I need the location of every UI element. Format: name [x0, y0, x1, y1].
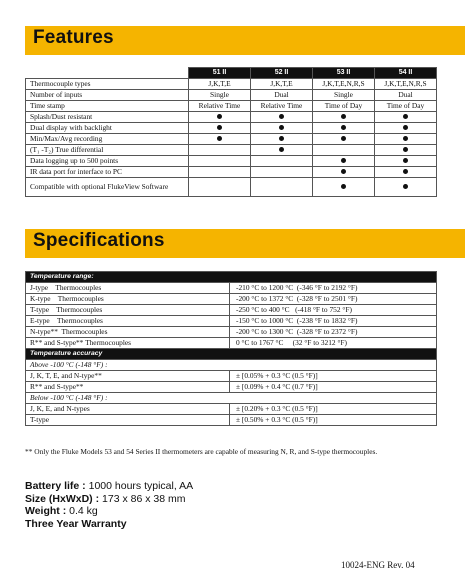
accuracy-row	[26, 382, 437, 393]
warranty: Three Year Warranty	[25, 517, 127, 530]
feature-check-cell	[313, 134, 375, 145]
bullet-dot-icon	[341, 114, 346, 119]
feature-check-cell	[375, 123, 437, 134]
feature-row	[26, 178, 437, 197]
accuracy-header-row	[26, 349, 437, 360]
size-line	[25, 493, 193, 506]
range-row	[26, 327, 437, 338]
spec-value: ± [0.09% + 0.4 °C (0.7 °F)]	[230, 382, 437, 393]
bullet-dot-icon	[341, 125, 346, 130]
spec-label: J, K, T, E, and N-type**	[26, 371, 230, 382]
model-header: 53 II	[313, 68, 375, 79]
bullet-dot-icon	[403, 125, 408, 130]
feature-check-cell	[251, 112, 313, 123]
weight-label: Weight :	[25, 505, 67, 517]
specifications-heading: Specifications	[33, 230, 165, 251]
spec-label: E-type Thermocouples	[26, 316, 230, 327]
warranty-line	[25, 518, 193, 531]
spec-value: 0 °C to 1767 °C (32 °F to 3212 °F)	[230, 338, 437, 349]
spec-value: -200 °C to 1300 °C (-328 °F to 2372 °F)	[230, 327, 437, 338]
bullet-dot-icon	[403, 114, 408, 119]
feature-value-cell: J,K,T,E,N,R,S	[375, 79, 437, 90]
spec-label: K-type Thermocouples	[26, 294, 230, 305]
feature-check-cell	[251, 145, 313, 156]
spec-value: -200 °C to 1372 °C (-328 °F to 2501 °F)	[230, 294, 437, 305]
feature-value-cell: Relative Time	[189, 101, 251, 112]
bullet-dot-icon	[403, 184, 408, 189]
spec-label: J, K, E, and N-types	[26, 404, 230, 415]
range-row	[26, 283, 437, 294]
features-heading: Features	[33, 27, 114, 48]
feature-value-cell: Dual	[251, 90, 313, 101]
feature-row	[26, 145, 437, 156]
specifications-banner	[25, 229, 465, 258]
spec-label: T-type	[26, 415, 230, 426]
range-row	[26, 316, 437, 327]
feature-value-cell	[251, 156, 313, 167]
bullet-dot-icon	[279, 147, 284, 152]
feature-value-cell	[189, 145, 251, 156]
bullet-dot-icon	[279, 136, 284, 141]
feature-label: IR data port for interface to PC	[26, 167, 189, 178]
bullet-dot-icon	[279, 125, 284, 130]
feature-check-cell	[375, 145, 437, 156]
feature-check-cell	[313, 112, 375, 123]
above-range-row-label: Above -100 °C (-148 °F) :	[26, 360, 437, 371]
feature-check-cell	[189, 123, 251, 134]
product-info	[25, 480, 193, 530]
feature-row	[26, 112, 437, 123]
feature-check-cell	[313, 167, 375, 178]
feature-check-cell	[189, 112, 251, 123]
feature-row	[26, 123, 437, 134]
feature-check-cell	[313, 178, 375, 197]
document-id: 10024-ENG Rev. 04	[341, 560, 415, 570]
bullet-dot-icon	[403, 136, 408, 141]
bullet-dot-icon	[403, 169, 408, 174]
feature-check-cell	[251, 134, 313, 145]
feature-label: Thermocouple types	[26, 79, 189, 90]
spec-label: R** and S-type**	[26, 382, 230, 393]
features-table	[25, 67, 437, 197]
bullet-dot-icon	[403, 147, 408, 152]
spec-value: ± [0.50% + 0.3 °C (0.5 °F)]	[230, 415, 437, 426]
spec-value: -150 °C to 1000 °C (-238 °F to 1832 °F)	[230, 316, 437, 327]
weight-line	[25, 505, 193, 518]
model-header: 51 II	[189, 68, 251, 79]
feature-row	[26, 167, 437, 178]
specifications-table	[25, 271, 437, 426]
above-range-row	[26, 360, 437, 371]
model-header: 52 II	[251, 68, 313, 79]
feature-row	[26, 134, 437, 145]
accuracy-header-row-label: Temperature accuracy	[26, 349, 437, 360]
model-header: 54 II	[375, 68, 437, 79]
spec-value: -250 °C to 400 °C (-418 °F to 752 °F)	[230, 305, 437, 316]
spec-value: ± [0.20% + 0.3 °C (0.5 °F)]	[230, 404, 437, 415]
features-corner	[26, 68, 189, 79]
feature-value-cell	[189, 178, 251, 197]
feature-value-cell	[251, 178, 313, 197]
below-range-row	[26, 393, 437, 404]
bullet-dot-icon	[279, 114, 284, 119]
feature-check-cell	[189, 134, 251, 145]
spec-label: N-type** Thermocouples	[26, 327, 230, 338]
spec-label: R** and S-type** Thermocouples	[26, 338, 230, 349]
feature-check-cell	[313, 156, 375, 167]
feature-label: Data logging up to 500 points	[26, 156, 189, 167]
feature-value-cell: Single	[189, 90, 251, 101]
feature-label: Min/Max/Avg recording	[26, 134, 189, 145]
feature-row	[26, 156, 437, 167]
bullet-dot-icon	[217, 136, 222, 141]
bullet-dot-icon	[403, 158, 408, 163]
feature-value-cell: Time of Day	[313, 101, 375, 112]
accuracy-row	[26, 404, 437, 415]
feature-value-cell: J,K,T,E	[189, 79, 251, 90]
feature-value-cell: Single	[313, 90, 375, 101]
feature-label: Time stamp	[26, 101, 189, 112]
feature-check-cell	[375, 134, 437, 145]
feature-label: Splash/Dust resistant	[26, 112, 189, 123]
feature-value-cell: J,K,T,E,N,R,S	[313, 79, 375, 90]
feature-value-cell	[189, 167, 251, 178]
accuracy-row	[26, 371, 437, 382]
range-header-row	[26, 272, 437, 283]
below-range-row-label: Below -100 °C (-148 °F) :	[26, 393, 437, 404]
bullet-dot-icon	[341, 136, 346, 141]
feature-check-cell	[375, 156, 437, 167]
bullet-dot-icon	[217, 125, 222, 130]
feature-value-cell: Dual	[375, 90, 437, 101]
range-row	[26, 338, 437, 349]
spec-label: T-type Thermocouples	[26, 305, 230, 316]
feature-label: (T₁ -T₂) True differential	[26, 145, 189, 156]
feature-value-cell	[313, 145, 375, 156]
feature-row	[26, 90, 437, 101]
bullet-dot-icon	[217, 114, 222, 119]
size-label: Size (HxWxD) :	[25, 492, 100, 505]
feature-label: Dual display with backlight	[26, 123, 189, 134]
feature-row	[26, 101, 437, 112]
features-banner	[25, 26, 465, 55]
size-value: 173 x 86 x 38 mm	[102, 492, 186, 505]
range-header-row-label: Temperature range:	[26, 272, 437, 283]
spec-value: -210 °C to 1200 °C (-346 °F to 2192 °F)	[230, 283, 437, 294]
footnote: ** Only the Fluke Models 53 and 54 Series II thermometers are capable of measuring N, R, and S-type thermocouples.	[25, 447, 378, 456]
feature-check-cell	[375, 167, 437, 178]
feature-check-cell	[375, 178, 437, 197]
features-header-row	[26, 68, 437, 79]
range-row	[26, 305, 437, 316]
spec-value: ± [0.05% + 0.3 °C (0.5 °F)]	[230, 371, 437, 382]
feature-value-cell: Relative Time	[251, 101, 313, 112]
feature-value-cell: Time of Day	[375, 101, 437, 112]
battery-label: Battery life :	[25, 480, 86, 492]
feature-check-cell	[251, 123, 313, 134]
accuracy-row	[26, 415, 437, 426]
range-row	[26, 294, 437, 305]
feature-value-cell	[189, 156, 251, 167]
feature-check-cell	[375, 112, 437, 123]
feature-value-cell	[251, 167, 313, 178]
feature-label: Compatible with optional FlukeView Software	[26, 178, 189, 197]
feature-label: Number of inputs	[26, 90, 189, 101]
feature-check-cell	[313, 123, 375, 134]
weight-value: 0.4 kg	[69, 505, 98, 517]
feature-row	[26, 79, 437, 90]
battery-line	[25, 480, 193, 493]
spec-label: J-type Thermocouples	[26, 283, 230, 294]
feature-value-cell: J,K,T,E	[251, 79, 313, 90]
battery-value: 1000 hours typical, AA	[88, 480, 194, 492]
bullet-dot-icon	[341, 158, 346, 163]
bullet-dot-icon	[341, 169, 346, 174]
bullet-dot-icon	[341, 184, 346, 189]
